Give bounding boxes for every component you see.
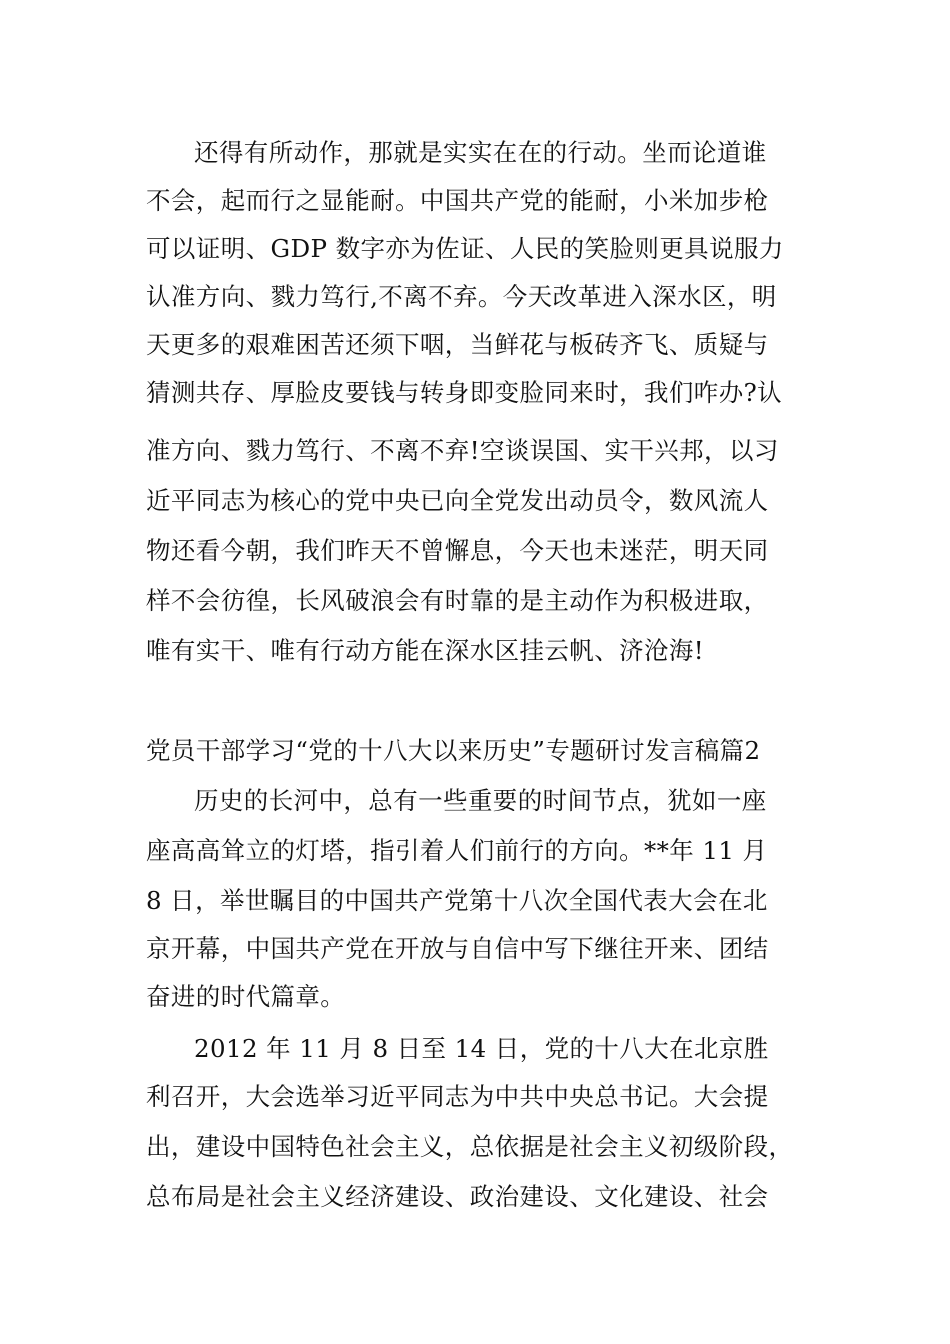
text-line: 不会，起而行之显能耐。中国共产党的能耐，小米加步枪 <box>146 186 769 215</box>
text-line: 座高高耸立的灯塔，指引着人们前行的方向。**年 11 月 <box>146 836 768 865</box>
text-line: 天更多的艰难困苦还须下咽，当鲜花与板砖齐飞、质疑与 <box>146 330 769 359</box>
text-line: 物还看今朝，我们昨天不曾懈息，今天也未迷茫，明天同 <box>146 536 769 565</box>
text-line: 总布局是社会主义经济建设、政治建设、文化建设、社会 <box>146 1182 769 1211</box>
text-line: 唯有实干、唯有行动方能在深水区挂云帆、济沧海! <box>146 636 705 665</box>
text-line: 近平同志为核心的党中央已向全党发出动员令，数风流人 <box>146 486 769 515</box>
text-line: 历史的长河中，总有一些重要的时间节点，犹如一座 <box>194 786 767 815</box>
text-line: 猜测共存、厚脸皮要钱与转身即变脸同来时，我们咋办?认 <box>146 378 783 407</box>
text-line: 认准方向、戮力笃行,不离不弃。今天改革进入深水区，明 <box>146 282 777 311</box>
text-line: 可以证明、GDP 数字亦为佐证、人民的笑脸则更具说服力 <box>146 234 784 263</box>
text-line: 还得有所动作，那就是实实在在的行动。坐而论道谁 <box>194 138 767 167</box>
text-line: 奋进的时代篇章。 <box>146 982 346 1011</box>
text-line: 2012 年 11 月 8 日至 14 日，党的十八大在北京胜 <box>194 1034 769 1063</box>
section-title: 党员干部学习“党的十八大以来历史”专题研讨发言稿篇2 <box>146 736 761 765</box>
text-line: 8 日，举世瞩目的中国共产党第十八次全国代表大会在北 <box>146 886 768 915</box>
text-line: 出，建设中国特色社会主义，总依据是社会主义初级阶段， <box>146 1132 794 1161</box>
text-line: 准方向、戮力笃行、不离不弃!空谈误国、实干兴邦，以习 <box>146 436 779 465</box>
text-line: 京开幕，中国共产党在开放与自信中写下继往开来、团结 <box>146 934 769 963</box>
text-line: 利召开，大会选举习近平同志为中共中央总书记。大会提 <box>146 1082 769 1111</box>
text-line: 样不会彷徨，长风破浪会有时靠的是主动作为积极进取， <box>146 586 769 615</box>
